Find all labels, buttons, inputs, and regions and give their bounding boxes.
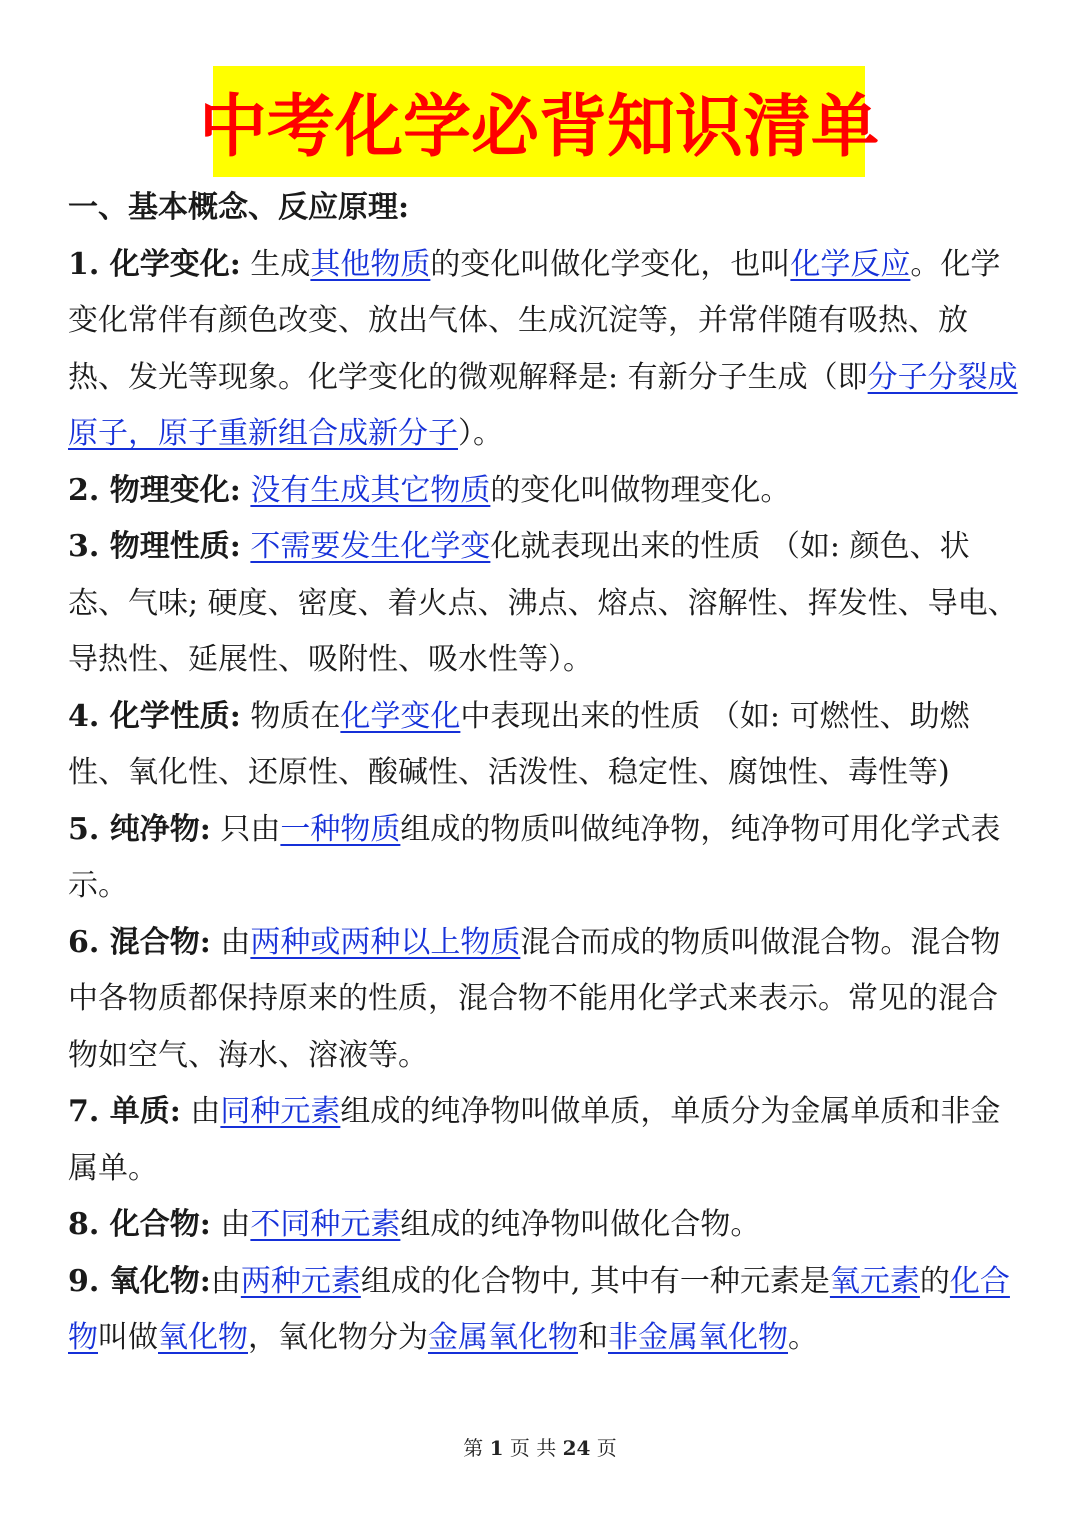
item-text [241,473,251,508]
keyword-link[interactable]: 一种物质 [280,811,401,847]
item-text: 由 [210,924,251,960]
page-title: 中考化学必背知识清单 [199,88,880,167]
item-text: 中表现出来的性质 （如: 可燃性、助燃性、氧化性、还原性、酸碱性、活泼性、稳定性、腐蚀性、毒性等) [68,698,970,790]
keyword-link[interactable]: 同种元素 [220,1094,341,1129]
keyword-link[interactable]: 非金属氧化物 [608,1320,788,1355]
item-text: 由 [210,1207,251,1242]
knowledge-item [68,1084,1018,1197]
keyword-link[interactable]: 金属氧化物 [428,1320,578,1355]
keyword-link[interactable]: 不需要发生化学变 [250,529,491,564]
item-label: 7. 单质: [68,1094,181,1129]
item-text: 。 [788,1320,818,1355]
keyword-link[interactable]: 氧化物 [158,1320,248,1355]
section-heading: 一、基本概念、反应原理: [68,190,410,225]
item-text: 和 [578,1320,608,1355]
knowledge-item [68,689,1018,802]
item-text: ）。 [458,416,503,451]
item-label: 9. 氧化物: [68,1263,211,1299]
item-label: 6. 混合物: [68,924,211,960]
item-label: 1. 化学变化: [68,246,241,282]
knowledge-item [68,1197,1018,1254]
knowledge-item [68,463,1018,520]
item-text: 叫做 [98,1320,158,1355]
keyword-link[interactable]: 其他物质 [310,246,431,282]
item-text: 化就表现出来的性质 （如: 颜色、状态、气味; 硬度、密度、着火点、沸点、熔点、溶解性、挥发性、导电、导热性、延展性、吸附性、吸水性等）。 [68,529,1018,677]
keyword-link[interactable]: 两种或两种以上物质 [250,924,521,960]
document-body [68,180,1018,1367]
page-footer [0,1432,1080,1461]
item-text: 由 [210,1263,241,1299]
item-text: 的变化叫做化学变化，也叫 [430,246,791,282]
item-label: 4. 化学性质: [68,698,241,734]
item-text: 组成的化合物中, 其中有一种元素是 [360,1263,830,1299]
page-number: 1 [489,1436,504,1460]
keyword-link[interactable]: 化学变化 [340,698,461,734]
item-list [68,237,1018,1367]
keyword-link[interactable]: 分子分裂成原子，原子重新组合成新分子 [68,359,1018,451]
item-text: 由 [180,1094,221,1129]
item-text: 组成的纯净物叫做单质，单质分为金属单质和非金属单。 [68,1094,1001,1186]
keyword-link[interactable]: 没有生成其它物质 [250,472,491,508]
item-text: 只由 [210,811,281,847]
item-text: 物质在 [240,698,341,734]
footer-suffix: 页 [596,1436,617,1460]
keyword-link[interactable]: 不同种元素 [250,1207,401,1242]
footer-prefix: 第 [463,1436,484,1460]
knowledge-item [68,237,1018,463]
item-text: 的 [919,1263,950,1299]
knowledge-item [68,1254,1018,1367]
item-text: 生成 [240,246,311,282]
item-label: 5. 纯净物: [68,811,211,847]
item-label: 3. 物理性质: [68,529,241,564]
knowledge-item [68,802,1018,915]
item-text: ，氧化物分为 [248,1320,428,1355]
item-text: 组成的物质叫做纯净物，纯净物可用化学式表示。 [68,811,1001,903]
item-label: 8. 化合物: [68,1207,211,1242]
item-text: 混合而成的物质叫做混合物。混合物中各物质都保持原来的性质，混合物不能用化学式来表示。常见的混合物如空气、海水、溶液等。 [68,924,1001,1073]
knowledge-item [68,519,1018,689]
item-text [241,529,251,564]
footer-middle: 页 共 [509,1436,557,1460]
item-label: 2. 物理变化: [68,472,241,508]
item-text: 。化学变化常伴有颜色改变、放出气体、生成沉淀等，并常伴随有吸热、放热、发光等现象。化学变化的微观解释是: 有新分子生成（即 [68,246,1001,395]
item-text: 的变化叫做物理变化。 [490,472,791,508]
title-banner [199,66,880,177]
keyword-link[interactable]: 化合物 [68,1263,1010,1355]
keyword-link[interactable]: 化学反应 [790,246,911,282]
knowledge-item [68,915,1018,1085]
total-pages: 24 [562,1436,591,1460]
keyword-link[interactable]: 氧元素 [829,1263,920,1299]
item-text: 组成的纯净物叫做化合物。 [400,1207,761,1242]
keyword-link[interactable]: 两种元素 [240,1263,361,1299]
